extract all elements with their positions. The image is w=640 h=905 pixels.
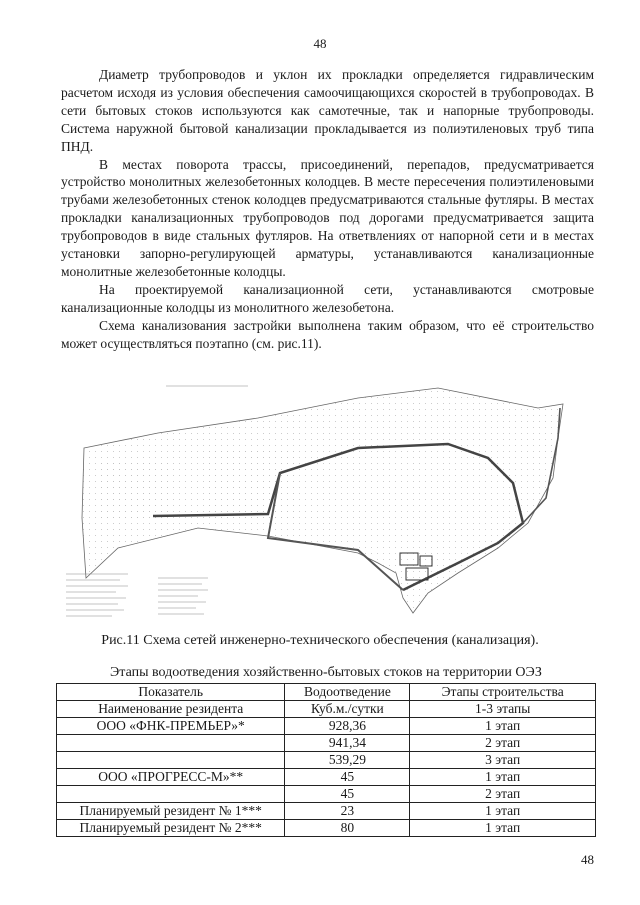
paragraph-staged-construction: Схема канализования застройки выполнена таким образом, что её строительство может осуществляться поэтапно (см. рис.11). [61,317,594,351]
sewerage-network-map [58,378,598,628]
cell-resident [57,752,285,769]
subheader-unit: Куб.м./сутки [285,701,410,718]
table-row [57,718,596,735]
header-indicator: Показатель [57,684,285,701]
body-text [61,66,594,353]
cell-stage: 1 этап [410,803,596,820]
wastewater-stages-table [56,683,596,837]
figure-caption: Рис.11 Схема сетей инженерно-технического обеспечения (канализация). [101,633,539,648]
cell-volume: 539,29 [285,752,410,769]
cell-resident [57,786,285,803]
cell-stage: 2 этап [410,786,596,803]
paragraph-pipe-diameter: Диаметр трубопроводов и уклон их прокладки определяется гидравлическим расчетом исходя из условия обеспечения самоочищающихся скоростей в трубопроводах. В сети бытовых стоков используются как самотечные, так и напорные трубопроводы. Система наружной бытовой канализации прокладывается из полиэтиленовых труб типа ПНД. [61,67,594,154]
header-wastewater: Водоотведение [285,684,410,701]
cell-resident: Планируемый резидент № 2*** [57,820,285,837]
paragraph-inspection-wells: На проектируемой канализационной сети, устанавливаются смотровые канализационные колодцы из монолитного железобетона. [61,281,594,315]
table-title: Этапы водоотведения хозяйственно-бытовых стоков на территории ОЭЗ [110,665,542,680]
cell-resident [57,735,285,752]
map-legend [66,574,128,616]
header-stages: Этапы строительства [410,684,596,701]
map-stamp [158,578,208,614]
map-drawing [58,378,598,628]
table-row [57,803,596,820]
table-row [57,820,596,837]
cell-stage: 2 этап [410,735,596,752]
cell-stage: 1 этап [410,718,596,735]
table-row [57,752,596,769]
cell-resident: ООО «ПРОГРЕСС-М»** [57,769,285,786]
subheader-stage-range: 1-3 этапы [410,701,596,718]
table-row [57,769,596,786]
cell-volume: 45 [285,786,410,803]
cell-stage: 1 этап [410,769,596,786]
cell-resident: Планируемый резидент № 1*** [57,803,285,820]
cell-volume: 45 [285,769,410,786]
table-subheader-row [57,701,596,718]
cell-volume: 80 [285,820,410,837]
page-number-top: 48 [313,36,327,51]
cell-stage: 3 этап [410,752,596,769]
cell-stage: 1 этап [410,820,596,837]
table-header-row [57,684,596,701]
subheader-resident: Наименование резидента [57,701,285,718]
table-row [57,786,596,803]
paragraph-wells: В местах поворота трассы, присоединений, перепадов, предусматривается устройство монолитных железобетонных колодцев. В месте пересечения полиэтиленовыми трубами железобетонных стенок колодцев предусматриваются стальные футляры. В местах прокладки канализационных трубопроводов под дорогами предусматривается защита трубопроводов в виде стальных футляров. На ответвлениях от напорной сети и в местах установки запорно-регулирующей арматуры, устанавливаются канализационные монолитные железобетонные колодцы. [61,156,594,279]
cell-volume: 928,36 [285,718,410,735]
page-number-bottom: 48 [581,852,594,867]
cell-volume: 941,34 [285,735,410,752]
table-row [57,735,596,752]
cell-volume: 23 [285,803,410,820]
cell-resident: ООО «ФНК-ПРЕМЬЕР»* [57,718,285,735]
